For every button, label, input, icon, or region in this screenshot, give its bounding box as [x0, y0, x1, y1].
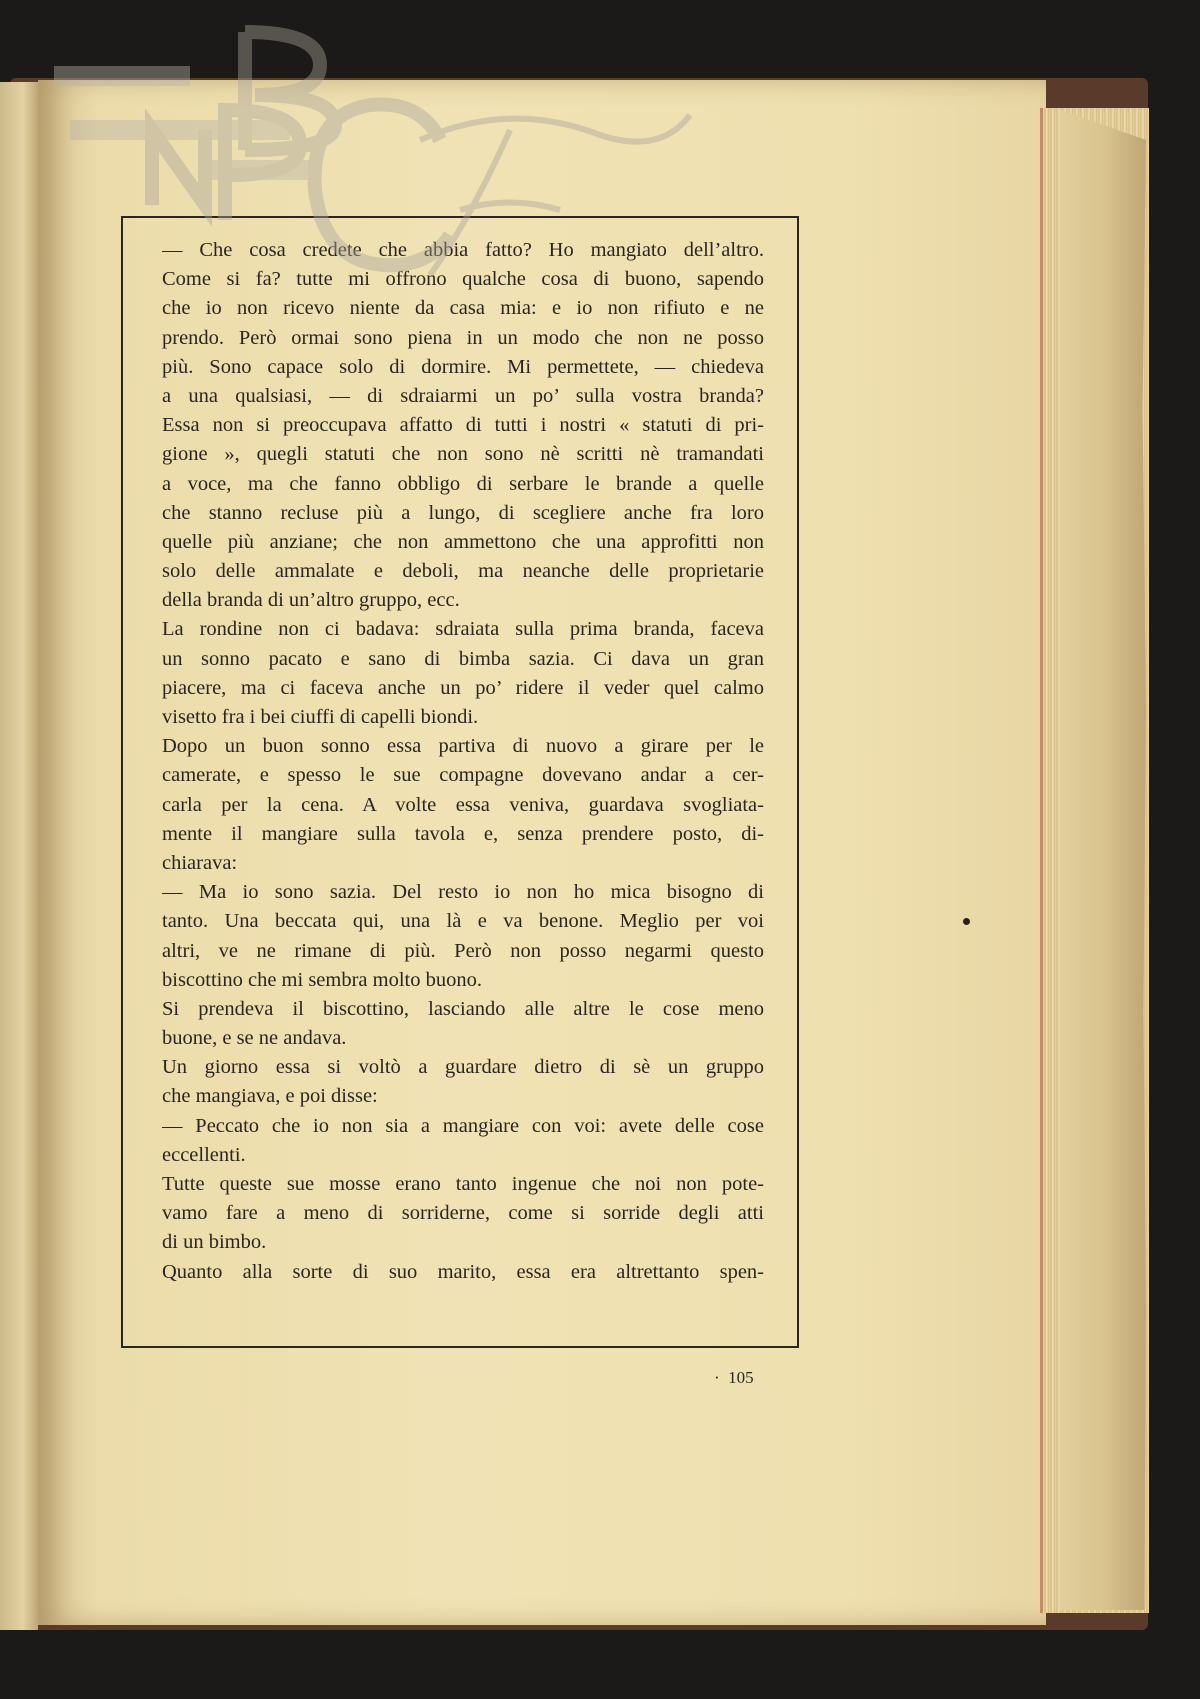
text-line: vamo fare a meno di sorriderne, come si sorride degli atti	[162, 1202, 764, 1225]
text-line: di un bimbo.	[162, 1231, 267, 1254]
text-line: buone, e se ne andava.	[162, 1027, 347, 1050]
text-line: della branda di un’altro gruppo, ecc.	[162, 589, 460, 612]
page-stack-right	[1060, 110, 1146, 1610]
page-number	[714, 1368, 754, 1388]
text-line: Come si fa? tutte mi offrono qualche cosa di buono, sapendo	[162, 268, 764, 291]
text-line: Tutte queste sue mosse erano tanto ingenue che noi non pote-	[162, 1173, 764, 1195]
text-line: — Ma io sono sazia. Del resto io non ho mica bisogno di	[162, 881, 764, 904]
text-line: — Che cosa credete che abbia fatto? Ho mangiato dell’altro.	[162, 239, 764, 261]
text-line: che io non ricevo niente da casa mia: e io non rifiuto e ne	[162, 297, 764, 320]
text-line: carla per la cena. A volte essa veniva, guardava svogliata-	[162, 793, 764, 816]
text-line: a voce, ma che fanno obbligo di serbare le brande a quelle	[162, 472, 764, 495]
text-line: Quanto alla sorte di suo marito, essa era altrettanto spen-	[162, 1260, 764, 1283]
text-line: piacere, ma ci faceva anche un po’ ridere il veder quel calmo	[162, 676, 764, 699]
text-line: camerate, e spesso le sue compagne dovevano andar a cer-	[162, 764, 764, 787]
text-line: chiarava:	[162, 851, 238, 874]
text-line: Un giorno essa si voltò a guardare dietro di sè un gruppo	[162, 1056, 764, 1079]
text-line: Essa non si preoccupava affatto di tutti i nostri « statuti di pri-	[162, 414, 764, 437]
text-line: più. Sono capace solo di dormire. Mi permettete, — chiedeva	[162, 355, 764, 378]
text-line: quelle più anziane; che non ammettono che una approfitti non	[162, 530, 764, 553]
text-line: — Peccato che io non sia a mangiare con voi: avete delle cose	[162, 1114, 764, 1137]
text-line: biscottino che mi sembra molto buono.	[162, 968, 482, 991]
text-line: che mangiava, e poi disse:	[162, 1085, 378, 1108]
text-body	[162, 236, 764, 1287]
text-line: mente il mangiare sulla tavola e, senza prendere posto, di-	[162, 822, 764, 845]
text-line: La rondine non ci badava: sdraiata sulla prima branda, faceva	[162, 618, 764, 641]
text-line: eccellenti.	[162, 1143, 246, 1166]
text-line: un sonno pacato e sano di bimba sazia. Ci dava un gran	[162, 647, 764, 670]
text-line: a una qualsiasi, — di sdraiarmi un po’ sulla vostra branda?	[162, 384, 764, 407]
page-number-dot: ·	[714, 1368, 729, 1387]
text-line: solo delle ammalate e deboli, ma neanche delle proprietarie	[162, 560, 764, 583]
ink-spot	[963, 918, 970, 925]
text-line: gione », quegli statuti che non sono nè scritti nè tramandati	[162, 443, 764, 466]
text-line: che stanno recluse più a lungo, di scegliere anche fra loro	[162, 501, 764, 524]
text-line: prendo. Però ormai sono piena in un modo che non ne posso	[162, 326, 764, 349]
text-line: altri, ve ne rimane di più. Però non posso negarmi questo	[162, 939, 764, 962]
text-line: Si prendeva il biscottino, lasciando alle altre le cose meno	[162, 997, 764, 1020]
text-line: visetto fra i bei ciuffi di capelli biondi.	[162, 706, 479, 728]
text-line: tanto. Una beccata qui, una là e va benone. Meglio per voi	[162, 910, 764, 933]
page-number-value: 105	[728, 1368, 754, 1387]
text-line: Dopo un buon sonno essa partiva di nuovo a girare per le	[162, 735, 764, 758]
left-page-edge	[0, 82, 38, 1630]
